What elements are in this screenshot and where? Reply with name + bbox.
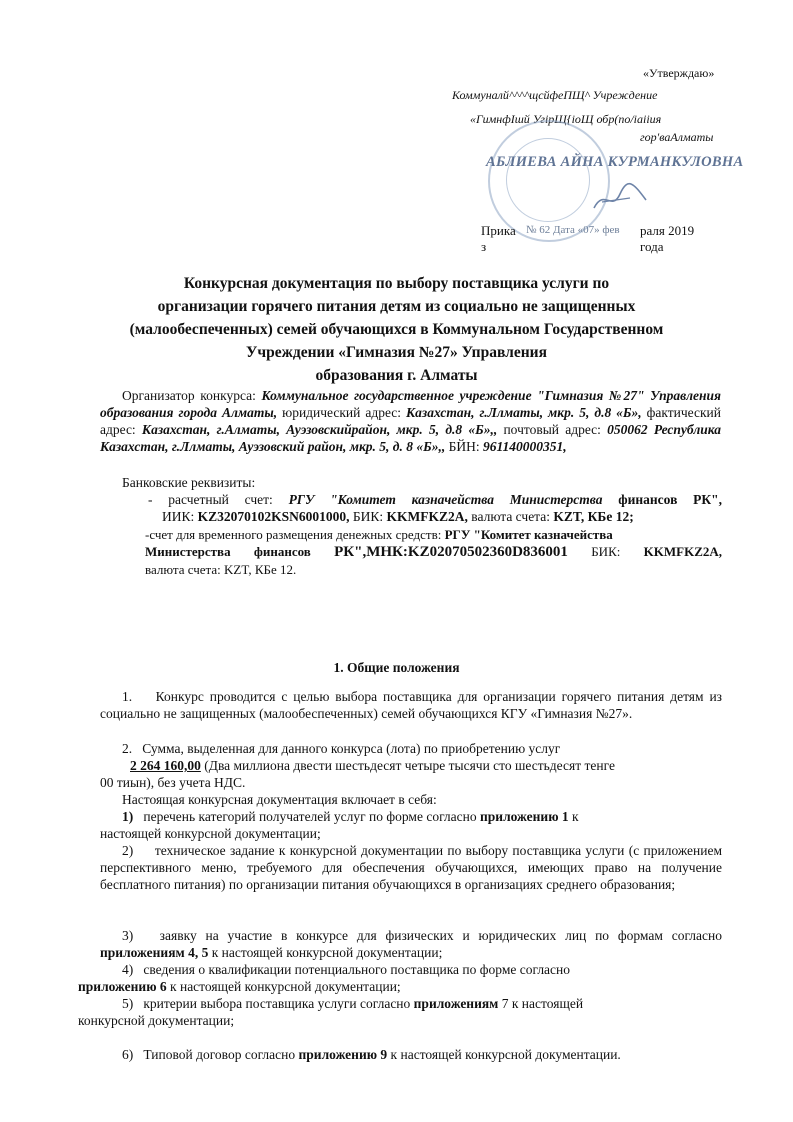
title-rest: услуги по [542,275,610,292]
order-label: Прика [481,223,516,238]
list-item-3-appendix: приложениям 4, 5 [100,945,209,960]
kbe-value: КБе 12; [587,509,634,524]
list-item-5 [78,995,722,1029]
list-item-1-number: 1) [122,809,134,824]
approve-label: «Утверждаю» [643,66,715,80]
organizer-paragraph [100,387,721,455]
temp-bik-value: KKMFKZ2A, [643,544,723,559]
legal-address-label: юридический адрес: [282,405,402,420]
list-item-3-suffix: к настоящей конкурсной документации; [211,945,443,960]
title-line3: (малообеспеченных) семей обучающихся в Коммунальном Государственном [129,321,664,338]
order-year-word: года [640,239,664,254]
bin-value: 961140000351, [482,439,567,454]
amount-value: 2 264 160,00 [130,758,201,773]
bank-account-main [148,491,722,525]
organizer-label: Организатор конкурса: [122,388,256,403]
title-line5: образования г. Алматы [315,367,478,384]
bank-account-temp [145,526,722,578]
amount-words-cont: 00 тиын), без учета НДС. [100,775,246,790]
director-name: АБЛИЕВА АЙНА КУРМАНКУЛОВНА [486,154,744,170]
temp-bank-ministry: Министерства финансов [145,544,311,559]
legal-address: Казахстан, г.Ллматы, мкр. 5, д.8 «Б», [406,405,642,420]
list-item-1-cont: настоящей конкурсной документации; [100,826,321,841]
currency-value: KZT, [553,509,585,524]
list-item-6 [122,1046,621,1063]
order-number-date: № 62 Дата «07» фев [526,224,620,236]
list-item-1-suffix: к [572,809,579,824]
organizer-name: Коммунальное государственное учреждение "Гимназия №27" Управления образования города Алматы, [100,388,721,420]
bik-value: KKMFKZ2A, [386,509,468,524]
account-bank-cont: финансов РК", [618,492,723,507]
list-item-1-text: перечень категорий получателей услуг по форме согласно [143,809,477,824]
list-item-6-text: 6) Типовой договор согласно [122,1047,296,1062]
postal-address-label: почтовый адрес: [503,422,601,437]
temp-account: РК",МНК:KZ02070502360D836001 [334,544,568,560]
approval-org-line3: гор'ваАлматы [640,130,714,144]
list-item-3-text: 3) заявку на участие в конкурсе для физических и юридических лиц по формам согласно [122,928,722,943]
document-title [70,272,723,387]
bank-label: Банковские реквизиты: [122,475,256,490]
approval-org-line2: «ГимнфІшй УгірЩ{іоЩ обр(по/іаііия [470,112,662,126]
iik-label: ИИК: [162,509,195,524]
signature-mark [590,178,650,218]
title-bold-part: Конкурсная документация по выбору поставщика [183,275,539,292]
list-item-5-text: 5) критерии выбора поставщика услуги согласно [122,996,411,1011]
list-item-5-appendix: приложениям [413,996,499,1011]
temp-bik-label: БИК: [591,544,621,559]
paragraph-2: 2. Сумма, выделенная для данного конкурса (лота) по приобретению услуг [122,741,561,756]
actual-address-label: фактический адрес: [100,405,721,437]
list-item-2: 2) техническое задание к конкурсной документации по выбору поставщика услуги (с приложением перспективного меню, требуемого для обеспечения обучающихся, имеющих право на получение бесплатного питания) по организации питания обучающихся в организациях среднего образования; [100,843,722,892]
paragraph-1: 1. Конкурс проводится с целью выбора поставщика для организации горячего питания детям из социально не защищенных (малообеспеченных) семей обучающихся КГУ «Гимназия №27». [100,689,722,721]
amount-line [130,757,615,774]
amount-words: (Два миллиона двести шестьдесят четыре тысячи сто шестьдесят тенге [204,758,615,773]
temp-currency: валюта счета: KZT, КБе 12. [145,562,297,577]
bin-label: БЙН: [448,439,480,454]
temp-prefix: -счет для временного размещения денежных средств: [145,527,442,542]
actual-address: Казахстан, г.Алматы, Ауэзовскийрайон, мкр. 5, д.8 «Б»,, [141,422,498,437]
list-item-4-text: 4) сведения о квалификации потенциального поставщика по форме согласно [122,962,571,977]
section-title: 1. Общие положения [333,660,460,675]
list-item-5-cont: конкурсной документации; [78,1013,235,1028]
temp-bank: РГУ "Комитет казначейства [444,527,613,542]
account-prefix: - расчетный счет: [148,492,273,507]
postal-address: 050062 Республика Казахстан, г.Ллматы, Ауэзовский район, мкр. 5, д. 8 «Б»,, [100,422,722,454]
list-item-1 [122,808,579,825]
list-item-6-appendix: приложению 9 [298,1047,388,1062]
list-item-4 [78,961,722,995]
title-line4: Учреждении «Гимназия №27» Управления [246,344,547,361]
stamp-emblem [506,138,590,222]
order-month-year: раля 2019 [640,223,695,238]
currency-label: валюта счета: [471,509,550,524]
title-line2: организации горячего питания детям из социально не защищенных [157,298,636,315]
list-item-6-suffix: к настоящей конкурсной документации. [390,1047,621,1062]
account-bank: РГУ "Комитет казначейства Министерства [288,492,603,507]
order-label-cont: з [481,239,487,254]
includes-intro: Настоящая конкурсная документация включает в себя: [122,792,437,807]
list-item-3 [100,927,722,961]
iik-value: KZ32070102KSN6001000, [197,509,350,524]
approval-org-line1: Коммуналй^^^^щсйфеПЩ^ Учреждение [452,88,658,102]
list-item-1-appendix: приложению 1 [480,809,569,824]
list-item-4-suffix: к настоящей конкурсной документации; [170,979,401,994]
list-item-4-appendix: приложению 6 [78,979,167,994]
bik-label: БИК: [352,509,384,524]
list-item-5-suffix: 7 к настоящей [501,996,584,1011]
